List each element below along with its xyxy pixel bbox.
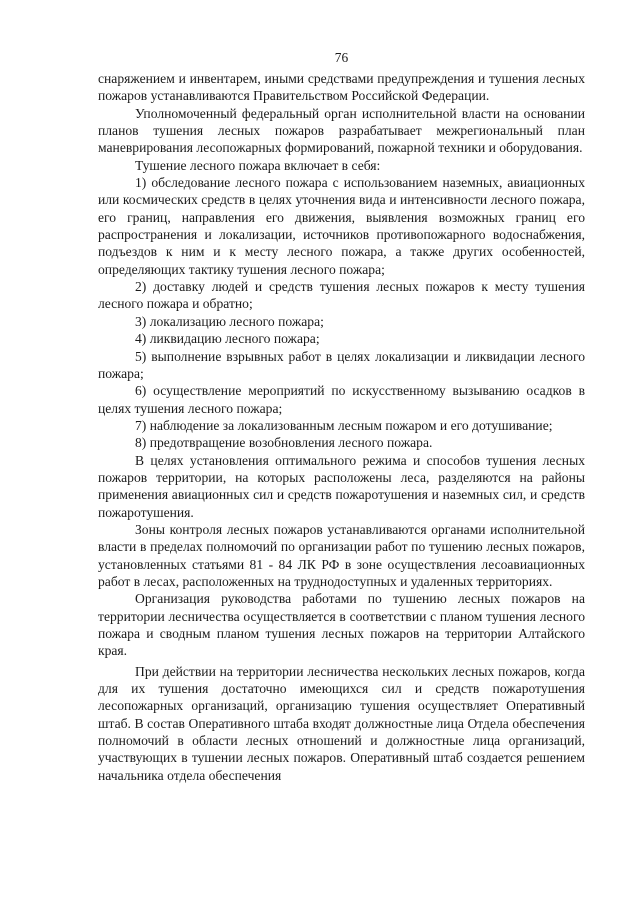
paragraph: Организация руководства работами по тушению лесных пожаров на территории лесничества осуществляется в соответствии с планом тушения лесного пожара и сводным планом тушения лесных пожаров на территории Алтайского края. (98, 591, 585, 659)
paragraph: При действии на территории лесничества нескольких лесных пожаров, когда для их тушения достаточно имеющихся сил и средств пожаротушения лесопожарных организаций, организацию тушения осуществляет Оперативный штаб. В состав Оперативного штаба входят должностные лица Отдела обеспечения полномочий в области лесных отношений и должностные лица организаций, участвующих в тушении лесных пожаров. Оперативный штаб создается решением начальника отдела обеспечения (98, 663, 585, 783)
paragraph: Тушение лесного пожара включает в себя: (135, 157, 381, 173)
paragraph: В целях установления оптимального режима и способов тушения лесных пожаров территории, на которых расположены леса, разделяются на районы применения авиационных сил и средств пожаротушения и наземных сил, и средств пожаротушения. (98, 452, 585, 520)
paragraph: Уполномоченный федеральный орган исполнительной власти на основании планов тушения лесных пожаров разрабатывает межрегиональный план маневрирования лесопожарных формирований, пожарной техники и оборудования. (98, 105, 585, 156)
list-item: 1) обследование лесного пожара с использованием наземных, авиационных или космических средств в целях уточнения вида и интенсивности лесного пожара, его границ, направления его движения, выявления возможных границ его распространения и локализации, источников противопожарного водоснабжения, подъездов к ним и к месту лесного пожара, а также других особенностей, определяющих тактику тушения лесного пожара; (98, 175, 585, 277)
list-item: 2) доставку людей и средств тушения лесных пожаров к месту тушения лесного пожара и обратно; (98, 279, 585, 312)
list-item: 3) локализацию лесного пожара; (135, 313, 324, 329)
paragraph: Зоны контроля лесных пожаров устанавливаются органами исполнительной власти в пределах полномочий по организации работ по тушению лесных пожаров, установленных статьями 81 - 84 ЛК РФ в зоне осуществления лесоавиационных работ в лесах, расположенных на труднодоступных и удаленных территориях. (98, 521, 585, 589)
paragraph: снаряжением и инвентарем, иными средствами предупреждения и тушения лесных пожаров устанавливаются Правительством Российской Федерации. (98, 71, 585, 104)
list-item: 4) ликвидацию лесного пожара; (135, 331, 320, 347)
list-item: 8) предотвращение возобновления лесного пожара. (135, 435, 433, 451)
page-number: 76 (334, 50, 349, 65)
list-item: 5) выполнение взрывных работ в целях локализации и ликвидации лесного пожара; (98, 348, 585, 381)
list-item: 6) осуществление мероприятий по искусственному вызыванию осадков в целях тушения лесного пожара; (98, 383, 585, 416)
page-body (98, 70, 585, 784)
list-item: 7) наблюдение за локализованным лесным пожаром и его дотушивание; (135, 417, 553, 433)
